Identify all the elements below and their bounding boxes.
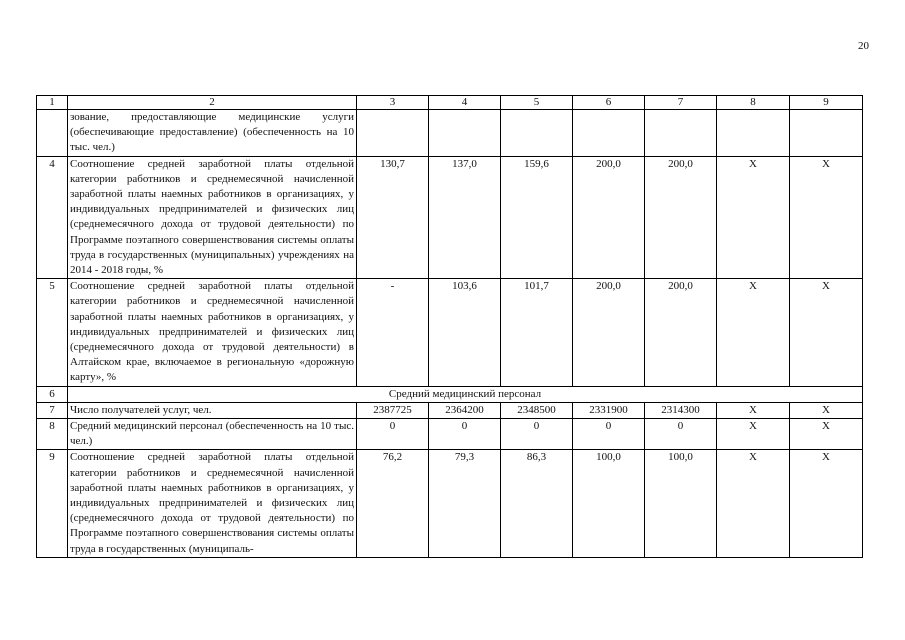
table-row xyxy=(37,402,863,418)
description-line: зование, предоставляющие медицинские услуги xyxy=(70,111,354,123)
value-cell xyxy=(645,110,717,157)
value-cell: 103,6 xyxy=(429,279,501,386)
value-cell: 0 xyxy=(573,419,645,450)
value-cell: 0 xyxy=(357,419,429,450)
value-cell: 0 xyxy=(429,419,501,450)
indicator-description: Соотношение средней заработной платы отдельной категории работников и среднемесячной начисленной заработной платы наемных работников в организациях, у индивидуальных предпринимателей и физических лиц (среднемесячного дохода от трудовой деятельности) по Программе поэтапного совершенствования системы оплаты труда в государственных (муниципаль- xyxy=(68,450,357,557)
indicators-table xyxy=(36,95,863,558)
value-cell xyxy=(790,110,863,157)
value-cell: 2387725 xyxy=(357,402,429,418)
column-number-cell: 8 xyxy=(717,96,790,110)
value-cell: 137,0 xyxy=(429,156,501,279)
value-cell: Х xyxy=(790,156,863,279)
indicator-description: Средний медицинский персонал (обеспеченность на 10 тыс. чел.) xyxy=(68,419,357,450)
section-title: Средний медицинский персонал xyxy=(68,386,863,402)
row-number: 6 xyxy=(37,386,68,402)
value-cell: Х xyxy=(790,419,863,450)
value-cell xyxy=(357,110,429,157)
value-cell: 100,0 xyxy=(573,450,645,557)
value-cell: 200,0 xyxy=(645,156,717,279)
value-cell: Х xyxy=(717,156,790,279)
value-cell: 159,6 xyxy=(501,156,573,279)
value-cell: 101,7 xyxy=(501,279,573,386)
row-number: 8 xyxy=(37,419,68,450)
column-number-cell: 7 xyxy=(645,96,717,110)
indicator-description: Число получателей услуг, чел. xyxy=(68,402,357,418)
table-row xyxy=(37,156,863,279)
value-cell: Х xyxy=(790,450,863,557)
column-number-cell: 6 xyxy=(573,96,645,110)
value-cell: Х xyxy=(717,450,790,557)
value-cell: 2348500 xyxy=(501,402,573,418)
value-cell: 200,0 xyxy=(573,279,645,386)
column-number-cell: 3 xyxy=(357,96,429,110)
row-number: 9 xyxy=(37,450,68,557)
value-cell: 0 xyxy=(501,419,573,450)
table-row xyxy=(37,279,863,386)
page-number: 20 xyxy=(858,40,869,52)
table-row xyxy=(37,110,863,157)
value-cell: Х xyxy=(717,279,790,386)
value-cell xyxy=(429,110,501,157)
row-number: 5 xyxy=(37,279,68,386)
value-cell: 100,0 xyxy=(645,450,717,557)
column-number-cell: 9 xyxy=(790,96,863,110)
value-cell xyxy=(501,110,573,157)
section-row xyxy=(37,386,863,402)
indicator-description: Соотношение средней заработной платы отдельной категории работников и среднемесячной начисленной заработной платы наемных работников в организациях, у индивидуальных предпринимателей и физических лиц (среднемесячного дохода от трудовой деятельности) по Программе поэтапного совершенствования системы оплаты труда в государственных (муниципальных) учреждениях на 2014 - 2018 годы, % xyxy=(68,156,357,279)
value-cell xyxy=(717,110,790,157)
value-cell: 2364200 xyxy=(429,402,501,418)
indicator-description xyxy=(68,110,357,157)
row-number: 7 xyxy=(37,402,68,418)
value-cell: 2314300 xyxy=(645,402,717,418)
value-cell: 200,0 xyxy=(573,156,645,279)
value-cell: Х xyxy=(790,402,863,418)
value-cell: 0 xyxy=(645,419,717,450)
column-number-cell: 5 xyxy=(501,96,573,110)
value-cell xyxy=(573,110,645,157)
table-row xyxy=(37,419,863,450)
description-line: (обеспечивающие предоставление) (обеспеченность на 10 тыс. чел.) xyxy=(70,126,354,154)
value-cell: 79,3 xyxy=(429,450,501,557)
column-number-cell: 2 xyxy=(68,96,357,110)
value-cell: 200,0 xyxy=(645,279,717,386)
value-cell: 76,2 xyxy=(357,450,429,557)
value-cell: - xyxy=(357,279,429,386)
row-number: 4 xyxy=(37,156,68,279)
header-row xyxy=(37,96,863,110)
indicator-description: Соотношение средней заработной платы отдельной категории работников и среднемесячной начисленной заработной платы наемных работников в организациях, у индивидуальных предпринимателей и физических лиц (среднемесячного дохода от трудовой деятельности) в Алтайском крае, включаемое в региональную «дорожную карту», % xyxy=(68,279,357,386)
column-number-cell: 1 xyxy=(37,96,68,110)
value-cell: 130,7 xyxy=(357,156,429,279)
table-row xyxy=(37,450,863,557)
value-cell: 2331900 xyxy=(573,402,645,418)
value-cell: Х xyxy=(790,279,863,386)
value-cell: 86,3 xyxy=(501,450,573,557)
value-cell: Х xyxy=(717,402,790,418)
column-number-cell: 4 xyxy=(429,96,501,110)
value-cell: Х xyxy=(717,419,790,450)
row-number xyxy=(37,110,68,157)
